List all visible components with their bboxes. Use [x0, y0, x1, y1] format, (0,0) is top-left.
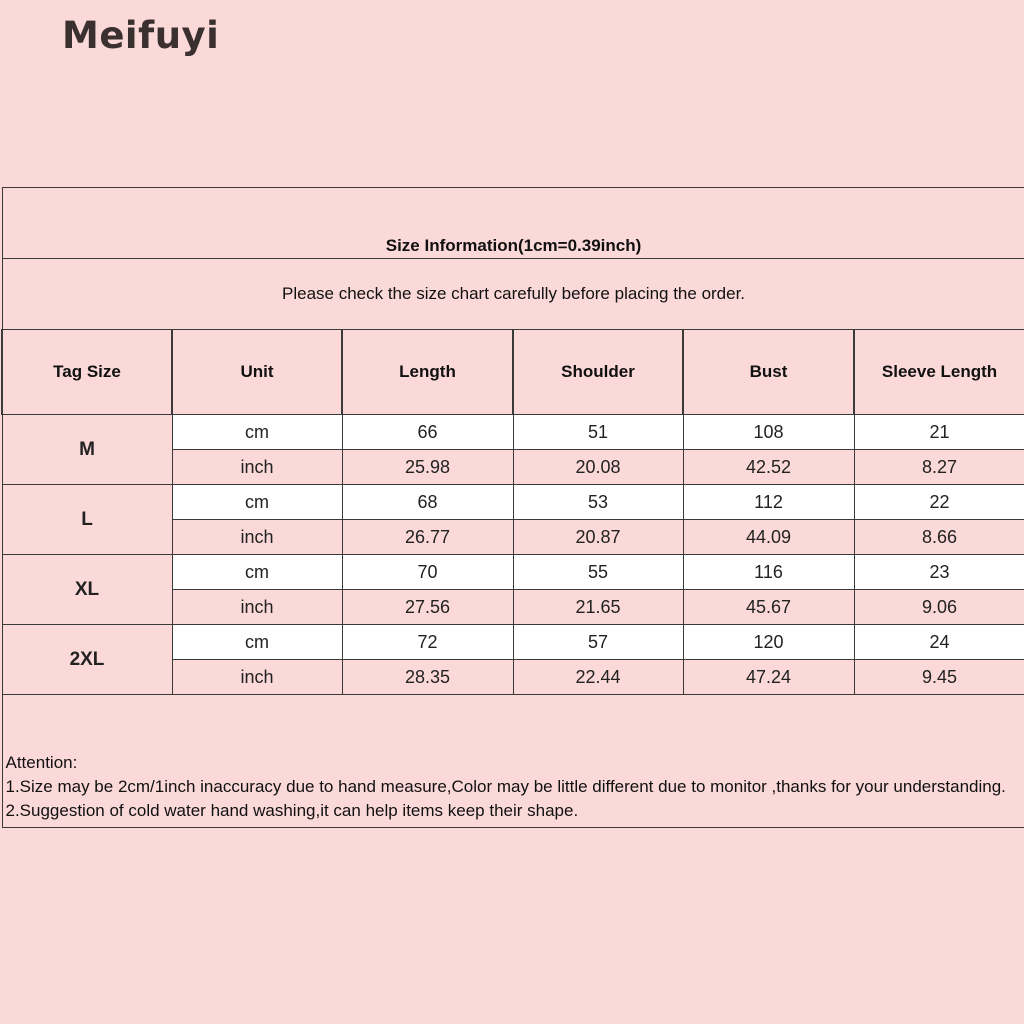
bust-cell: 116: [683, 555, 854, 590]
bust-cell: 108: [683, 415, 854, 450]
sleeve-length-cell: 8.27: [854, 450, 1024, 485]
header-length: Length: [342, 330, 513, 415]
bust-cell: 120: [683, 625, 854, 660]
length-cell: 72: [342, 625, 513, 660]
shoulder-cell: 55: [513, 555, 683, 590]
size-table: [1, 187, 1024, 828]
sleeve-length-cell: 24: [854, 625, 1024, 660]
header-sleeve-length: Sleeve Length: [854, 330, 1024, 415]
shoulder-cell: 57: [513, 625, 683, 660]
unit-cell: inch: [172, 450, 342, 485]
length-cell: 28.35: [342, 660, 513, 695]
shoulder-cell: 51: [513, 415, 683, 450]
shoulder-cell: 20.87: [513, 520, 683, 555]
shoulder-cell: 21.65: [513, 590, 683, 625]
attention-line-1: 1.Size may be 2cm/1inch inaccuracy due to hand measure,Color may be little different due to monitor ,thanks for your understanding.: [5, 777, 1006, 796]
unit-cell: cm: [172, 625, 342, 660]
length-cell: 27.56: [342, 590, 513, 625]
unit-cell: inch: [172, 520, 342, 555]
sleeve-length-cell: 22: [854, 485, 1024, 520]
unit-cell: cm: [172, 485, 342, 520]
tag-size-cell: 2XL: [2, 625, 172, 695]
header-bust: Bust: [683, 330, 854, 415]
length-cell: 70: [342, 555, 513, 590]
unit-cell: cm: [172, 415, 342, 450]
length-cell: 26.77: [342, 520, 513, 555]
bust-cell: 45.67: [683, 590, 854, 625]
table-title: Size Information(1cm=0.39inch): [2, 188, 1024, 259]
length-cell: 68: [342, 485, 513, 520]
table-row: [2, 485, 1024, 520]
bust-cell: 42.52: [683, 450, 854, 485]
sleeve-length-cell: 23: [854, 555, 1024, 590]
table-row: [2, 555, 1024, 590]
header-unit: Unit: [172, 330, 342, 415]
shoulder-cell: 22.44: [513, 660, 683, 695]
bust-cell: 112: [683, 485, 854, 520]
brand-logo: Meifuyi: [62, 14, 220, 57]
shoulder-cell: 20.08: [513, 450, 683, 485]
bust-cell: 47.24: [683, 660, 854, 695]
table-row: [2, 625, 1024, 660]
unit-cell: inch: [172, 590, 342, 625]
table-notice: Please check the size chart carefully before placing the order.: [2, 259, 1024, 330]
length-cell: 66: [342, 415, 513, 450]
sleeve-length-cell: 9.06: [854, 590, 1024, 625]
header-tag-size: Tag Size: [2, 330, 172, 415]
tag-size-cell: L: [2, 485, 172, 555]
tag-size-cell: XL: [2, 555, 172, 625]
sleeve-length-cell: 21: [854, 415, 1024, 450]
sleeve-length-cell: 8.66: [854, 520, 1024, 555]
header-row: [2, 330, 1024, 415]
unit-cell: inch: [172, 660, 342, 695]
shoulder-cell: 53: [513, 485, 683, 520]
sleeve-length-cell: 9.45: [854, 660, 1024, 695]
attention-heading: Attention:: [5, 753, 78, 772]
table-row: [2, 415, 1024, 450]
bust-cell: 44.09: [683, 520, 854, 555]
header-shoulder: Shoulder: [513, 330, 683, 415]
tag-size-cell: M: [2, 415, 172, 485]
attention-line-2: 2.Suggestion of cold water hand washing,it can help items keep their shape.: [5, 801, 579, 820]
length-cell: 25.98: [342, 450, 513, 485]
attention-note: [2, 695, 1024, 828]
unit-cell: cm: [172, 555, 342, 590]
